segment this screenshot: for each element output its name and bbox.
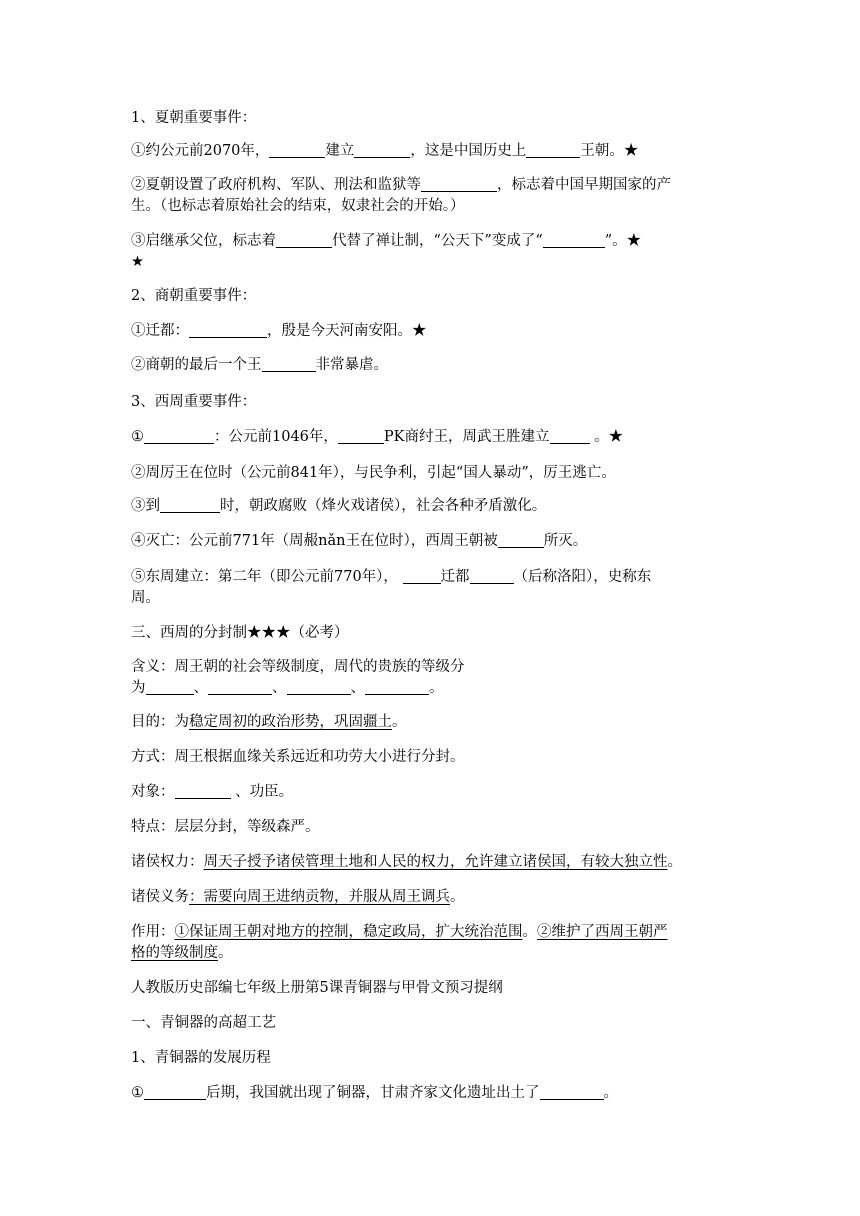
xia-item-2: ②夏朝设置了政府机构、军队、刑法和监狱等 ，标志着中国早期国家的产	[131, 177, 671, 193]
shang-item-1: ①迁都： ，殷是今天河南安阳。★	[131, 323, 427, 339]
fenfeng-method: 方式：周王根据血缘关系远近和功劳大小进行分封。	[131, 749, 465, 765]
xizhou-item-5-cont: 周。	[131, 590, 160, 606]
blank[interactable]	[208, 679, 272, 695]
fenfeng-power: 诸侯权力：周天子授予诸侯管理土地和人民的权力，允许建立诸侯国，有较大独立性。	[131, 854, 682, 870]
xizhou-item-4: ④灭亡：公元前771年（周赧nǎn王在位时），西周王朝被 所灭。	[131, 533, 588, 549]
blank[interactable]	[540, 1084, 604, 1100]
lesson5-subheading: 1、青铜器的发展历程	[131, 1050, 271, 1066]
fenfeng-purpose: 目的：为稳定周初的政治形势，巩固疆土。	[131, 714, 407, 730]
blank[interactable]	[421, 176, 497, 192]
blank[interactable]	[144, 1084, 206, 1100]
fenfeng-feature: 特点：层层分封，等级森严。	[131, 819, 320, 835]
blank[interactable]	[498, 532, 544, 548]
lesson5-title: 人教版历史部编七年级上册第5课青铜器与甲骨文预习提纲	[131, 980, 503, 996]
xia-item-3-cont: ★	[131, 254, 144, 270]
blank[interactable]	[365, 679, 429, 695]
fenfeng-effect-cont: 格的等级制度。	[131, 945, 233, 961]
fenfeng-duty: 诸侯义务：需要向周王进纳贡物，并服从周王调兵。	[131, 889, 465, 905]
blank[interactable]	[175, 783, 231, 799]
xia-item-1: ①约公元前2070年， 建立 ，这是中国历史上 王朝。★	[131, 143, 639, 159]
fenfeng-meaning: 含义：周王朝的社会等级制度，周代的贵族的等级分	[131, 659, 465, 675]
lesson5-heading: 一、青铜器的高超工艺	[131, 1015, 276, 1031]
lesson5-item-1: ① 后期，我国就出现了铜器，甘肃齐家文化遗址出土了 。	[131, 1085, 618, 1101]
xizhou-item-5: ⑤东周建立：第二年（即公元前770年）， 迁都 （后称洛阳），史称东	[131, 569, 652, 585]
xia-item-2-cont: 生。（也标志着原始社会的结束，奴隶社会的开始。）	[131, 198, 465, 214]
blank[interactable]	[550, 428, 590, 444]
fenfeng-meaning-cont: 为 、 、 、 。	[131, 680, 444, 696]
xizhou-item-3: ③到 时，朝政腐败（烽火戏诸侯），社会各种矛盾激化。	[131, 498, 547, 514]
xia-item-3: ③启继承父位，标志着 代替了禅让制，“公天下”变成了“ ”。★	[131, 233, 642, 249]
blank[interactable]	[160, 497, 220, 513]
xizhou-heading: 3、西周重要事件：	[131, 394, 257, 410]
blank[interactable]	[470, 568, 514, 584]
blank[interactable]	[526, 142, 580, 158]
fenfeng-effect: 作用：①保证周王朝对地方的控制，稳定政局，扩大统治范围。②维护了西周王朝严	[131, 924, 668, 940]
blank[interactable]	[189, 322, 267, 338]
xizhou-item-1: ① ：公元前1046年， PK商纣王，周武王胜建立 。★	[131, 429, 624, 445]
blank[interactable]	[144, 428, 214, 444]
shang-heading: 2、商朝重要事件：	[131, 288, 257, 304]
xizhou-item-2: ②周厉王在位时（公元前841年），与民争利，引起“国人暴动”，厉王逃亡。	[131, 465, 616, 481]
blank[interactable]	[276, 232, 332, 248]
blank[interactable]	[543, 232, 605, 248]
blank[interactable]	[269, 142, 325, 158]
shang-item-2: ②商朝的最后一个王 非常暴虐。	[131, 357, 388, 373]
fenfeng-heading: 三、西周的分封制★★★（必考）	[131, 625, 349, 641]
blank[interactable]	[354, 142, 410, 158]
blank[interactable]	[338, 428, 384, 444]
blank[interactable]	[146, 679, 194, 695]
blank[interactable]	[262, 356, 316, 372]
xia-heading: 1、夏朝重要事件：	[131, 110, 257, 126]
blank[interactable]	[403, 568, 441, 584]
fenfeng-object: 对象： 、功臣。	[131, 784, 294, 800]
blank[interactable]	[287, 679, 351, 695]
